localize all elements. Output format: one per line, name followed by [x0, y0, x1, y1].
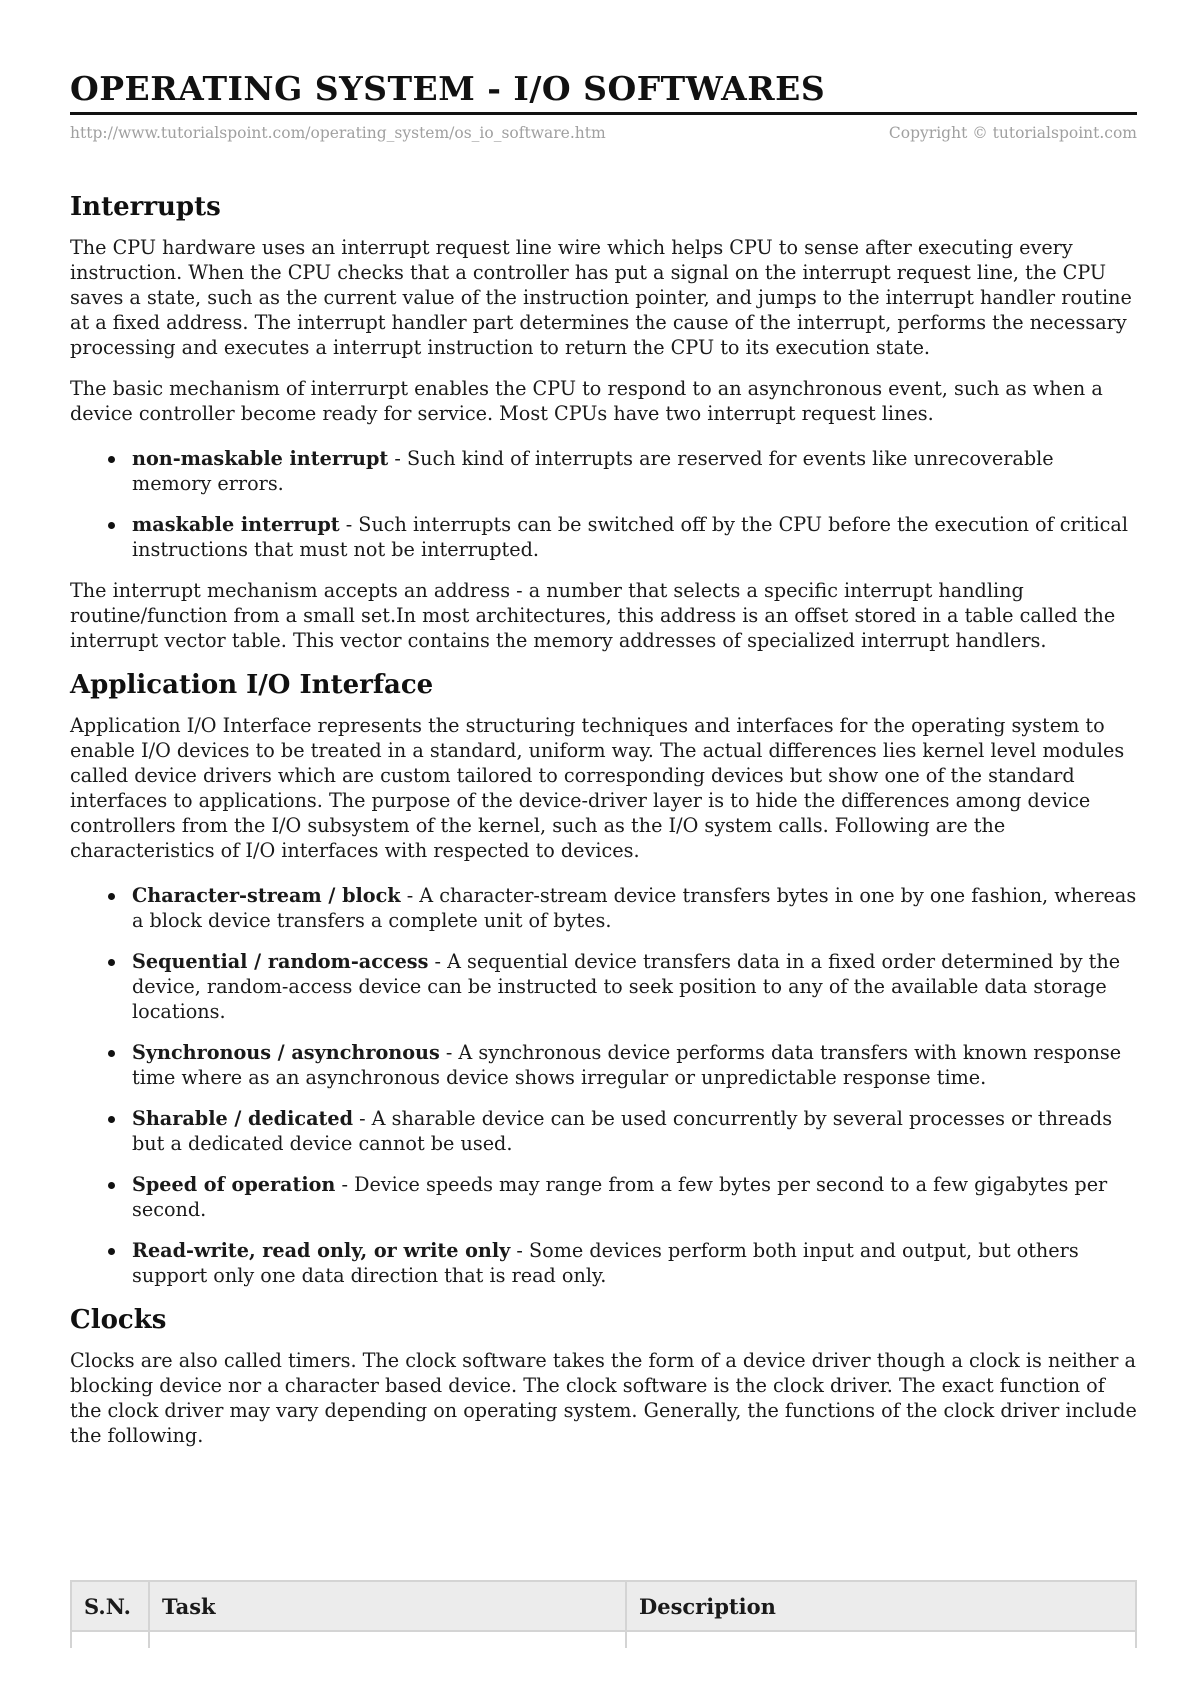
source-url[interactable]: http://www.tutorialspoint.com/operating_system/os_io_software.htm — [70, 124, 606, 142]
bullet-icon — [108, 1248, 115, 1255]
bullet-icon — [108, 522, 115, 529]
bullet-icon — [108, 456, 115, 463]
list-item — [70, 446, 1137, 496]
io-characteristics-list — [70, 883, 1137, 1288]
list-item-term: Read-write, read only, or write only — [132, 1239, 511, 1262]
list-item — [70, 883, 1137, 933]
clocks-paragraph: Clocks are also called timers. The clock software takes the form of a device driver though a clock is neither a blocking device nor a character based device. The clock software is the clock driver. The exact function of the clock driver may vary depending on operating system. Generally, the functions of the clock driver include the following. — [70, 1349, 1137, 1447]
bullet-icon — [108, 1116, 115, 1123]
list-item — [70, 1172, 1137, 1222]
list-item-term: Speed of operation — [132, 1173, 336, 1196]
list-item-text: - Device speeds may range from a few bytes per second to a few gigabytes per second. — [132, 1173, 1108, 1221]
list-item-term: Sequential / random-access — [132, 950, 429, 973]
list-item — [70, 949, 1137, 1024]
list-item — [70, 1238, 1137, 1288]
list-item-text: - A sharable device can be used concurrently by several processes or threads but a dedicated device cannot be used. — [132, 1107, 1113, 1155]
table-cell — [626, 1631, 1136, 1648]
column-header-task: Task — [149, 1581, 626, 1631]
column-header-sn: S.N. — [71, 1581, 149, 1631]
interrupts-paragraph-3: The interrupt mechanism accepts an address - a number that selects a specific interrupt handling routine/function from a small set.In most architectures, this address is an offset stored in a table called the interrupt vector table. This vector contains the memory addresses of specialized interrupt handlers. — [70, 579, 1116, 652]
table-cell — [149, 1631, 626, 1648]
bullet-icon — [108, 893, 115, 900]
list-item-term: Sharable / dedicated — [132, 1107, 353, 1130]
bullet-icon — [108, 959, 115, 966]
list-item — [70, 1040, 1137, 1090]
list-item-term: maskable interrupt — [132, 513, 340, 536]
bullet-icon — [108, 1050, 115, 1057]
title-rule — [70, 112, 1137, 115]
copyright-notice: Copyright © tutorialspoint.com — [888, 124, 1137, 142]
list-item-text: - A synchronous device performs data transfers with known response time where as an asynchronous device shows irregular or unpredictable response time. — [132, 1041, 1122, 1089]
page-meta — [70, 123, 1137, 143]
table-row — [71, 1631, 1136, 1648]
clocks-heading: Clocks — [70, 1305, 167, 1335]
table-cell — [71, 1631, 149, 1648]
app-io-heading: Application I/O Interface — [70, 670, 434, 700]
table-header-row — [71, 1581, 1136, 1631]
list-item-text: - A sequential device transfers data in a fixed order determined by the device, random-access device can be instructed to seek position to any of the available data storage locations. — [132, 950, 1121, 1023]
column-header-description: Description — [626, 1581, 1136, 1631]
list-item — [70, 512, 1137, 562]
page-title: OPERATING SYSTEM - I/O SOFTWARES — [70, 69, 826, 108]
bullet-icon — [108, 1182, 115, 1189]
interrupt-types-list — [70, 446, 1137, 562]
list-item-text: - A character-stream device transfers bytes in one by one fashion, whereas a block device transfers a complete unit of bytes. — [132, 884, 1137, 932]
clock-tasks-table — [70, 1580, 1137, 1648]
interrupts-heading: Interrupts — [70, 192, 221, 222]
list-item-text: - Some devices perform both input and output, but others support only one data direction that is read only. — [132, 1239, 1079, 1287]
interrupts-paragraph-2: The basic mechanism of interrurpt enables the CPU to respond to an asynchronous event, such as when a device controller become ready for service. Most CPUs have two interrupt request lines. — [70, 377, 1103, 425]
list-item-text: - Such interrupts can be switched off by the CPU before the execution of critical instructions that must not be interrupted. — [132, 513, 1129, 561]
interrupts-paragraph-1: The CPU hardware uses an interrupt request line wire which helps CPU to sense after executing every instruction. When the CPU checks that a controller has put a signal on the interrupt request line, the CPU saves a state, such as the current value of the instruction pointer, and jumps to the interrupt handler routine at a fixed address. The interrupt handler part determines the cause of the interrupt, performs the necessary processing and executes a interrupt instruction to return the CPU to its execution state. — [70, 236, 1132, 359]
list-item-term: Synchronous / asynchronous — [132, 1041, 440, 1064]
app-io-paragraph: Application I/O Interface represents the structuring techniques and interfaces for the operating system to enable I/O devices to be treated in a standard, uniform way. The actual differences lies kernel level modules called device drivers which are custom tailored to corresponding devices but show one of the standard interfaces to applications. The purpose of the device-driver layer is to hide the differences among device controllers from the I/O subsystem of the kernel, such as the I/O system calls. Following are the characteristics of I/O interfaces with respected to devices. — [70, 714, 1125, 862]
list-item-term: Character-stream / block — [132, 884, 401, 907]
list-item — [70, 1106, 1137, 1156]
list-item-term: non-maskable interrupt — [132, 447, 389, 470]
list-item-text: - Such kind of interrupts are reserved for events like unrecoverable memory errors. — [132, 447, 1054, 495]
